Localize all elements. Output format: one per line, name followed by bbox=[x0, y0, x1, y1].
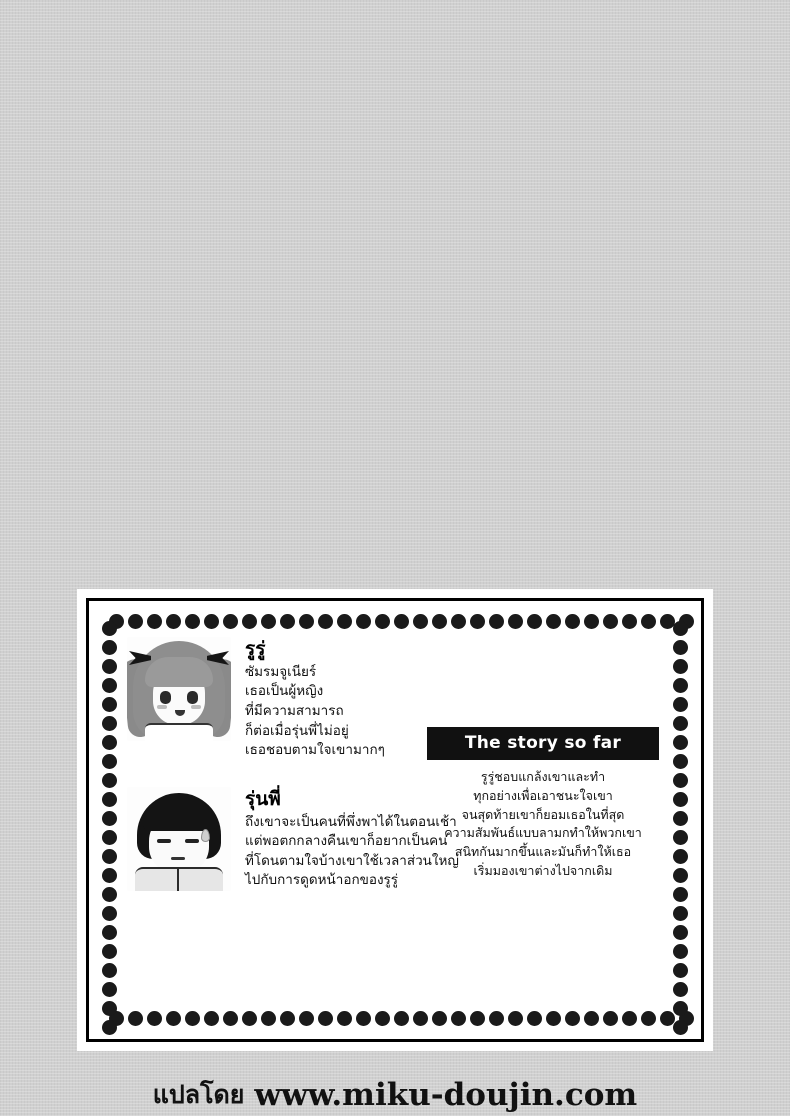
scallop-dot bbox=[102, 640, 117, 655]
hair-fringe bbox=[143, 805, 215, 831]
scallop-dot bbox=[102, 811, 117, 826]
scallop-edge-top bbox=[109, 614, 698, 629]
scallop-dot bbox=[261, 614, 276, 629]
scallop-dot bbox=[102, 830, 117, 845]
card-content bbox=[127, 637, 667, 1005]
story-so-far-body bbox=[427, 768, 659, 881]
scallop-dot bbox=[337, 1011, 352, 1026]
scallop-dot bbox=[673, 982, 688, 997]
scallop-dot bbox=[432, 1011, 447, 1026]
scallop-dot bbox=[673, 678, 688, 693]
ruru-desc-line-3: ที่มีความสามารถ bbox=[245, 702, 344, 719]
eye-left bbox=[160, 691, 171, 704]
scallop-dot bbox=[375, 1011, 390, 1026]
scallop-dot bbox=[166, 614, 181, 629]
scallop-dot bbox=[603, 614, 618, 629]
mouth bbox=[171, 857, 185, 860]
scallop-dot bbox=[337, 614, 352, 629]
scallop-dot bbox=[673, 849, 688, 864]
scallop-dot bbox=[673, 697, 688, 712]
scallop-dot bbox=[451, 614, 466, 629]
scallop-dot bbox=[102, 659, 117, 674]
scallop-dot bbox=[489, 1011, 504, 1026]
scallop-dot bbox=[413, 614, 428, 629]
info-card bbox=[77, 589, 713, 1051]
story-so-far-title: The story so far bbox=[427, 727, 659, 760]
scallop-dot bbox=[147, 1011, 162, 1026]
scallop-dot bbox=[622, 1011, 637, 1026]
scallop-dot bbox=[102, 1001, 117, 1016]
scallop-dot bbox=[102, 963, 117, 978]
scallop-dot bbox=[673, 792, 688, 807]
scallop-dot bbox=[102, 792, 117, 807]
scallop-dot bbox=[185, 1011, 200, 1026]
scallop-dot bbox=[102, 944, 117, 959]
senpai-desc-line-3: ที่โดนตามใจบ้างเขาใช้เวลาส่วนใหญ่ bbox=[245, 852, 459, 869]
scallop-dot bbox=[102, 925, 117, 940]
scallop-dot bbox=[318, 1011, 333, 1026]
scallop-dot bbox=[242, 1011, 257, 1026]
ruru-text-block bbox=[245, 637, 385, 761]
credit-url: www.miku-doujin.com bbox=[254, 1077, 638, 1113]
scallop-dot bbox=[102, 906, 117, 921]
scallop-dot bbox=[673, 811, 688, 826]
scallop-dot bbox=[565, 614, 580, 629]
scallop-dot bbox=[641, 614, 656, 629]
scallop-dot bbox=[673, 906, 688, 921]
sweat-drop-icon bbox=[201, 829, 210, 842]
scallop-dot bbox=[584, 1011, 599, 1026]
uniform-collar bbox=[145, 723, 213, 741]
scallop-dot bbox=[673, 1020, 688, 1035]
scallop-dot bbox=[673, 773, 688, 788]
scallop-dot bbox=[470, 614, 485, 629]
scallop-dot bbox=[673, 716, 688, 731]
scallop-dot bbox=[318, 614, 333, 629]
scallop-dot bbox=[204, 614, 219, 629]
scallop-dot bbox=[280, 614, 295, 629]
scallop-dot bbox=[102, 754, 117, 769]
scallop-dot bbox=[546, 614, 561, 629]
scallop-dot bbox=[394, 614, 409, 629]
scallop-dot bbox=[673, 735, 688, 750]
scallop-dot bbox=[673, 830, 688, 845]
scallop-dot bbox=[584, 614, 599, 629]
scallop-dot bbox=[622, 614, 637, 629]
scallop-dot bbox=[673, 963, 688, 978]
scallop-dot bbox=[432, 614, 447, 629]
eye-left bbox=[157, 839, 171, 843]
scallop-edge-right bbox=[673, 621, 688, 1039]
story-line-3: จนสุดท้ายเขาก็ยอมเธอในที่สุด bbox=[461, 806, 625, 822]
shirt-collar bbox=[135, 867, 223, 891]
scallop-dot bbox=[147, 614, 162, 629]
scallop-dot bbox=[641, 1011, 656, 1026]
translation-credit bbox=[0, 1075, 790, 1115]
scallop-dot bbox=[166, 1011, 181, 1026]
scallop-dot bbox=[299, 1011, 314, 1026]
ruru-portrait bbox=[127, 637, 231, 741]
scallop-dot bbox=[508, 614, 523, 629]
scallop-dot bbox=[413, 1011, 428, 1026]
scallop-dot bbox=[673, 944, 688, 959]
hair-bangs bbox=[145, 657, 213, 687]
scallop-dot bbox=[470, 1011, 485, 1026]
ruru-name: รูรู่ bbox=[245, 638, 266, 660]
scallop-dot bbox=[102, 868, 117, 883]
scallop-dot bbox=[102, 773, 117, 788]
scallop-dot bbox=[527, 1011, 542, 1026]
ruru-desc-line-4: ก็ต่อเมื่อรุ่นพี่ไม่อยู่ bbox=[245, 722, 349, 739]
scallop-dot bbox=[673, 868, 688, 883]
scallop-edge-bottom bbox=[109, 1011, 698, 1026]
scallop-dot bbox=[128, 614, 143, 629]
scallop-dot bbox=[673, 621, 688, 636]
scallop-dot bbox=[394, 1011, 409, 1026]
ruru-desc-line-2: เธอเป็นผู้หญิง bbox=[245, 683, 324, 700]
scallop-dot bbox=[673, 640, 688, 655]
story-line-6: เริ่มมองเขาต่างไปจากเดิม bbox=[473, 862, 613, 878]
scallop-dot bbox=[673, 925, 688, 940]
scallop-dot bbox=[527, 614, 542, 629]
scallop-dot bbox=[102, 697, 117, 712]
story-line-5: สนิทกันมากขึ้นและมันก็ทำให้เธอ bbox=[454, 844, 632, 859]
scallop-dot bbox=[102, 982, 117, 997]
senpai-desc-line-2: แต่พอตกกลางคืนเขาก็อยากเป็นคน bbox=[245, 833, 448, 850]
ruru-desc-line-1: ซัมรมจูเนียร์ bbox=[245, 663, 317, 680]
scallop-dot bbox=[223, 614, 238, 629]
scallop-dot bbox=[508, 1011, 523, 1026]
scallop-dot bbox=[102, 735, 117, 750]
scallop-dot bbox=[356, 1011, 371, 1026]
scallop-dot bbox=[673, 1001, 688, 1016]
scallop-edge-left bbox=[102, 621, 117, 1039]
scallop-dot bbox=[223, 1011, 238, 1026]
blush-right bbox=[191, 705, 201, 709]
blush-left bbox=[157, 705, 167, 709]
scallop-dot bbox=[673, 887, 688, 902]
scallop-dot bbox=[242, 614, 257, 629]
scallop-dot bbox=[128, 1011, 143, 1026]
scallop-dot bbox=[102, 716, 117, 731]
scallop-dot bbox=[204, 1011, 219, 1026]
scallop-dot bbox=[451, 1011, 466, 1026]
story-line-2: ทุกอย่างเพื่อเอาชนะใจเขา bbox=[473, 787, 613, 803]
scallop-dot bbox=[102, 1020, 117, 1035]
scallop-dot bbox=[603, 1011, 618, 1026]
credit-prefix: แปลโดย bbox=[152, 1080, 245, 1109]
senpai-desc-line-1: ถึงเขาจะเป็นคนที่พึ่งพาได้ในตอนเช้า bbox=[245, 813, 457, 830]
scallop-dot bbox=[102, 621, 117, 636]
scallop-dot bbox=[356, 614, 371, 629]
scallop-dot bbox=[673, 659, 688, 674]
eye-right bbox=[187, 691, 198, 704]
senpai-portrait bbox=[127, 787, 231, 891]
scallop-dot bbox=[299, 614, 314, 629]
scallop-dot bbox=[102, 678, 117, 693]
scallop-dot bbox=[673, 754, 688, 769]
senpai-name: รุ่นพี่ bbox=[245, 787, 281, 810]
scallop-dot bbox=[565, 1011, 580, 1026]
scallop-dot bbox=[102, 887, 117, 902]
scallop-dot bbox=[102, 849, 117, 864]
scallop-dot bbox=[280, 1011, 295, 1026]
scallop-dot bbox=[261, 1011, 276, 1026]
eye-right bbox=[185, 839, 199, 843]
senpai-desc-line-4: ไปกับการดูดหน้าอกของรูรู่ bbox=[245, 872, 399, 889]
story-so-far-box bbox=[427, 727, 659, 881]
story-line-1: รูรู่ชอบแกล้งเขาและทำ bbox=[480, 769, 606, 784]
scallop-dot bbox=[185, 614, 200, 629]
scallop-dot bbox=[489, 614, 504, 629]
scallop-dot bbox=[375, 614, 390, 629]
scallop-dot bbox=[546, 1011, 561, 1026]
ruru-desc-line-5: เธอชอบตามใจเขามากๆ bbox=[245, 742, 385, 759]
card-border bbox=[86, 598, 704, 1042]
story-line-4: ความสัมพันธ์แบบลามกทำให้พวกเขา bbox=[444, 825, 642, 841]
